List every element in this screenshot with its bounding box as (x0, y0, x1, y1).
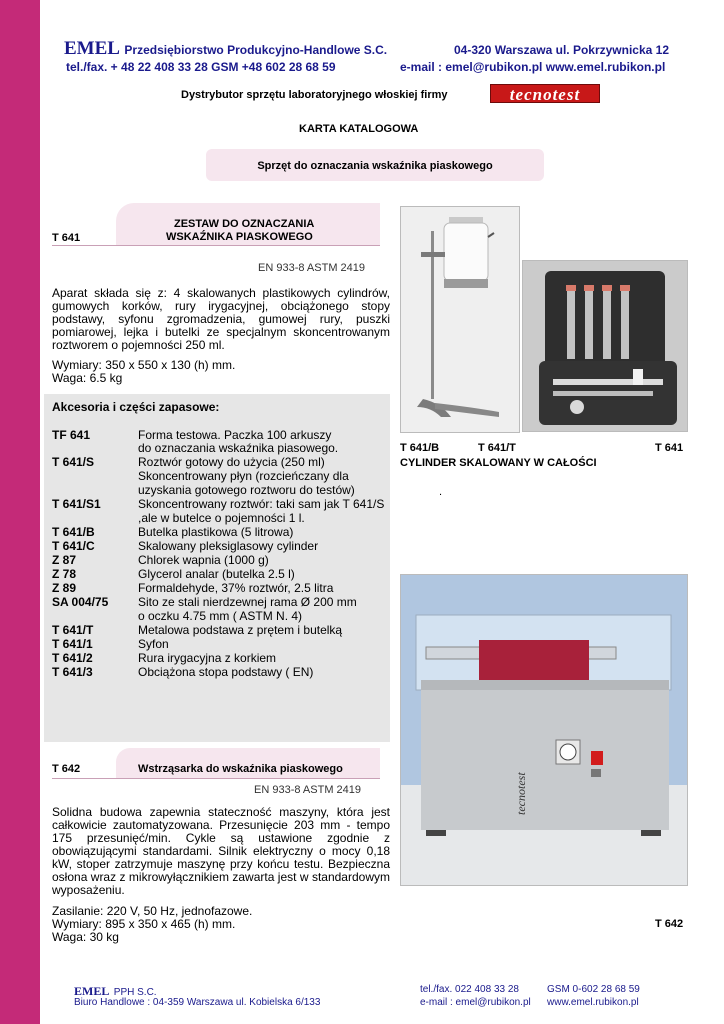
product1-code: T 641 (52, 232, 81, 244)
product1-standard: EN 933-8 ASTM 2419 (258, 262, 366, 274)
accessory-desc: Formaldehyde, 37% roztwór, 2.5 litra (138, 581, 334, 595)
product1-dimensions: Wymiary: 350 x 550 x 130 (h) mm. (52, 358, 236, 372)
photo-shaker-machine (400, 574, 688, 886)
product1-title-line2: WSKAŹNIKA PIASKOWEGO (166, 231, 313, 243)
product2-weight: Waga: 30 kg (52, 930, 119, 944)
company-name: Przedsiębiorstwo Produkcyjno-Handlowe S.C. (124, 43, 388, 57)
case-illustration (523, 261, 687, 431)
accessory-desc: Metalowa podstawa z prętem i butelką (138, 623, 343, 637)
accessory-desc: Chlorek wapnia (1000 g) (138, 553, 269, 567)
accessory-code: TF 641 (52, 428, 91, 442)
caption-code-main: T 641 (655, 442, 684, 454)
product2-caption: T 642 (655, 918, 684, 930)
shaker-illustration (401, 575, 687, 885)
accessory-desc: Sito ze stali nierdzewnej rama Ø 200 mm (138, 595, 357, 609)
product2-dimensions: Wymiary: 895 x 350 x 465 (h) mm. (52, 917, 236, 931)
machine-brand-label: tecnotest (514, 772, 528, 815)
accessory-code: T 641/2 (52, 651, 93, 665)
accessory-desc: Forma testowa. Paczka 100 arkuszy (138, 428, 332, 442)
accessory-desc: Rura irygacyjna z korkiem (138, 651, 277, 665)
distributor-line: Dystrybutor sprzętu laboratoryjnego włoskiej firmy (181, 89, 448, 101)
accessory-desc: Glycerol analar (butelka 2.5 l) (138, 567, 295, 581)
accessory-code: T 641/S1 (52, 497, 101, 511)
footer-office: Biuro Handlowe : 04-359 Warszawa ul. Kobielska 6/133 (74, 997, 321, 1008)
accessory-desc: uzyskania gotowego roztworu do testów) (138, 483, 355, 497)
caption-dot: . (439, 486, 443, 498)
product2-code: T 642 (52, 763, 81, 775)
accessory-code: Z 78 (52, 567, 77, 581)
footer-tel: tel./fax. 022 408 33 28 (420, 984, 519, 995)
accessory-desc: ,ale w butelce o pojemności 1 l. (138, 511, 305, 525)
accessory-desc: o oczku 4.75 mm ( ASTM N. 4) (138, 609, 303, 623)
tecnotest-logo: tecnotest (490, 84, 600, 103)
caption-title: CYLINDER SKALOWANY W CAŁOŚCI (400, 457, 597, 469)
accessory-code: T 641/T (52, 623, 94, 637)
product2-rule (52, 778, 380, 779)
catalog-title: KARTA KATALOGOWA (299, 123, 419, 135)
footer-web: www.emel.rubikon.pl (547, 997, 639, 1008)
accessory-desc: Syfon (138, 637, 169, 651)
stand-illustration (401, 207, 519, 432)
photo-case-with-cylinders (522, 260, 688, 432)
accessories-title: Akcesoria i części zapasowe: (52, 400, 220, 414)
accessory-desc: Butelka plastikowa (5 litrowa) (138, 525, 294, 539)
product2-title: Wstrząsarka do wskaźnika piaskowego (138, 763, 343, 775)
product2-power: Zasilanie: 220 V, 50 Hz, jednofazowe. (52, 904, 253, 918)
accessory-desc: Roztwór gotowy do użycia (250 ml) (138, 455, 325, 469)
product2-description: Solidna budowa zapewnia stateczność maszyny, która jest całkowicie zautomatyzowana. Przesunięcie 203 mm - tempo 175 przesunięć/min. Cykle są ustawione zgodnie z obowiązującymi standardami. Silnik elektryczny o mocy 0,18 kW, stoper zatrzymuje maszynę przy końcu testu. Bezpieczna osłona wraz z mikrowyłącznikiem zawarta jest w standardowym wyposażeniu. (52, 805, 390, 897)
company-address: 04-320 Warszawa ul. Pokrzywnicka 12 (454, 43, 669, 57)
product1-weight: Waga: 6.5 kg (52, 371, 123, 385)
product2-standard: EN 933-8 ASTM 2419 (254, 784, 362, 796)
section-title-box (206, 149, 544, 181)
caption-code-b: T 641/B (400, 442, 440, 454)
accessory-code: T 641/B (52, 525, 95, 539)
accessory-desc: Skoncentrowany roztwór: taki sam jak T 641/S (138, 497, 385, 511)
company-email-web: e-mail : emel@rubikon.pl www.emel.rubikon.pl (400, 60, 666, 74)
left-accent-stripe (0, 0, 40, 1024)
emel-logo-text: EMEL (64, 38, 120, 59)
accessory-code: T 641/S (52, 455, 95, 469)
accessory-code: Z 87 (52, 553, 77, 567)
accessory-code: T 641/C (52, 539, 95, 553)
product1-description: Aparat składa się z: 4 skalowanych plastikowych cylindrów, gumowych korków, rury irygacyjnej, obciążonego stopy podstawy, syfonu zgromadzenia, gumowej rury, puszki pomiarowej, lejka i butelki ze specjalnym skoncentrowanym roztworem o pojemności 250 ml. (52, 286, 390, 352)
accessory-desc: do oznaczania wskaźnika piasowego. (138, 441, 339, 455)
company-phone: tel./fax. + 48 22 408 33 28 GSM +48 602 28 68 59 (66, 60, 336, 74)
photo-stand-with-bottle (400, 206, 520, 433)
accessory-desc: Skalowany pleksiglasowy cylinder (138, 539, 319, 553)
product1-rule (52, 245, 380, 246)
header-company-line (64, 38, 387, 60)
accessory-desc: Obciążona stopa podstawy ( EN) (138, 665, 314, 679)
footer-gsm: GSM 0-602 28 68 59 (547, 984, 640, 995)
footer-pph: PPH S.C. (113, 987, 157, 998)
accessory-code: SA 004/75 (52, 595, 109, 609)
product1-title-box (116, 203, 380, 245)
footer-emel: EMEL (74, 984, 110, 998)
accessory-code: Z 89 (52, 581, 77, 595)
product2-title-box (116, 748, 380, 778)
product1-title-line1: ZESTAW DO OZNACZANIA (174, 218, 315, 230)
accessory-code: T 641/1 (52, 637, 93, 651)
accessory-desc: Skoncentrowany płyn (rozcieńczany dla (138, 469, 349, 483)
accessory-code: T 641/3 (52, 665, 93, 679)
caption-code-t: T 641/T (478, 442, 516, 454)
footer-email: e-mail : emel@rubikon.pl (420, 997, 531, 1008)
section-title: Sprzęt do oznaczania wskaźnika piaskowego (257, 160, 493, 172)
